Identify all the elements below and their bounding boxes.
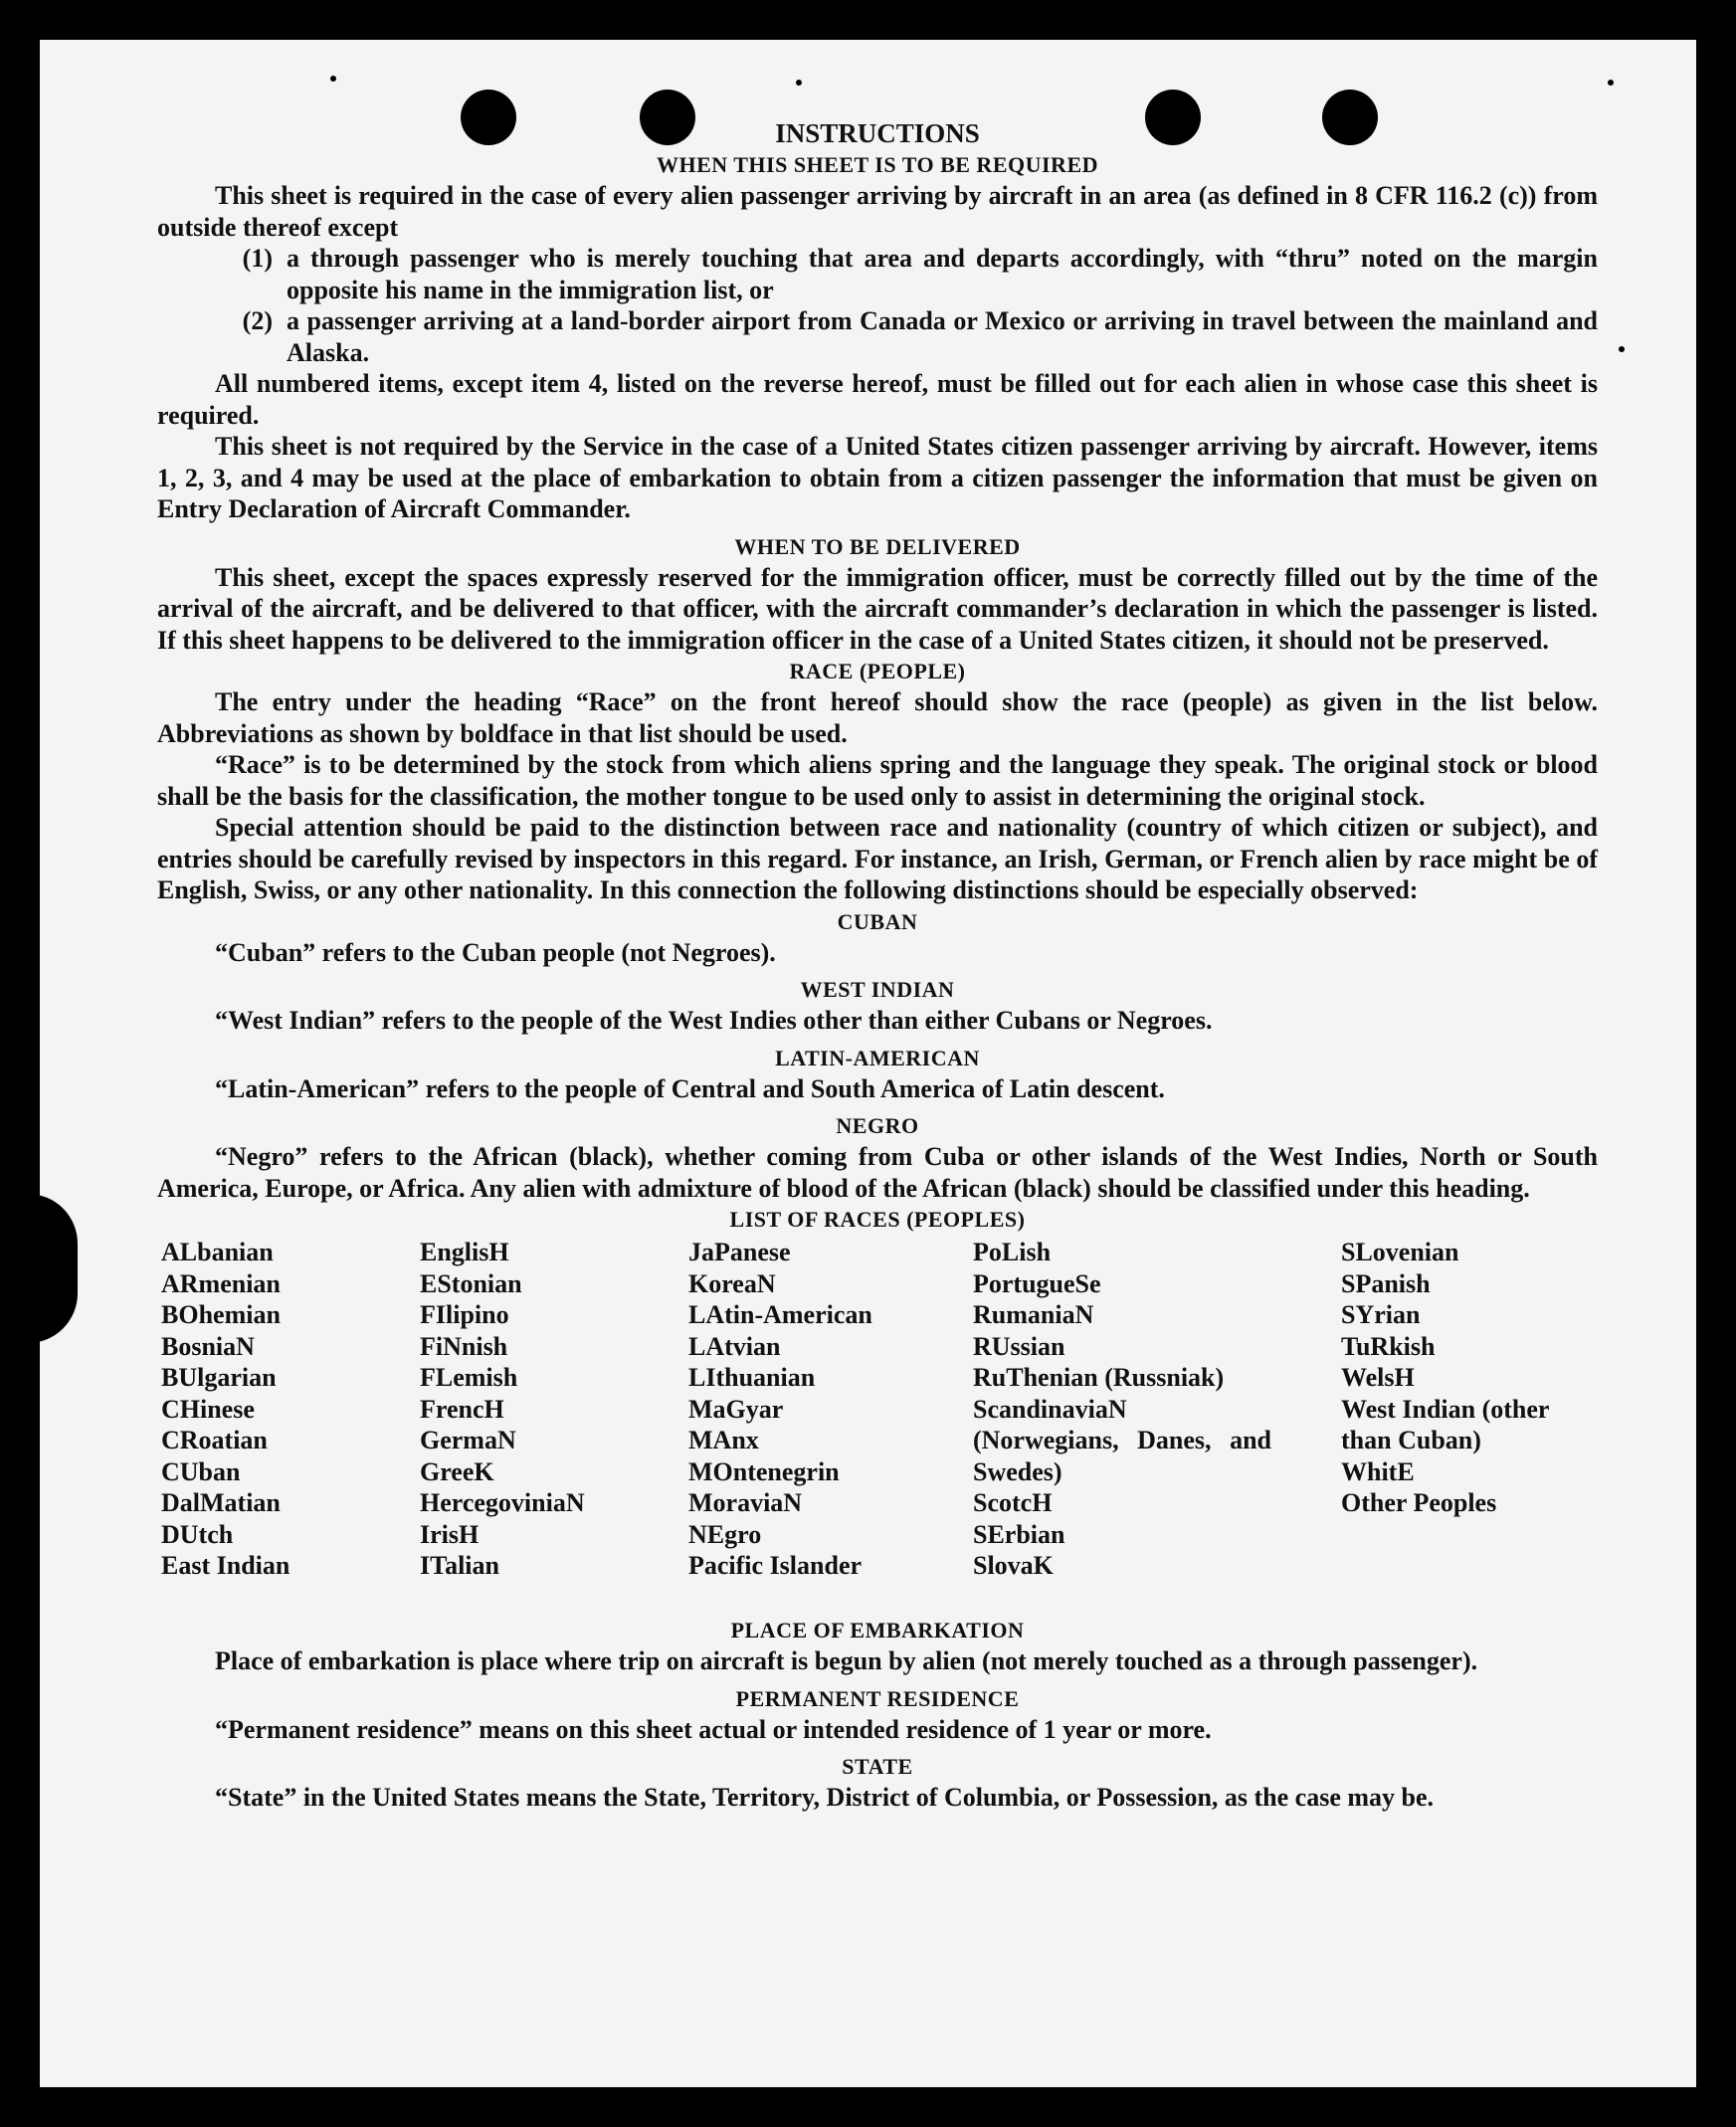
race-item: ITalian	[420, 1551, 499, 1580]
race-item: CHinese	[161, 1394, 255, 1424]
heading-when-required: WHEN THIS SHEET IS TO BE REQUIRED	[656, 152, 1099, 177]
race-item: SLovenian	[1341, 1238, 1459, 1266]
race-item: DUtch	[161, 1519, 234, 1549]
race-item: DalMatian	[161, 1488, 281, 1517]
heading-race: RACE (PEOPLE)	[789, 659, 966, 683]
races-column	[973, 1237, 1271, 1582]
paragraph: The entry under the heading “Race” on the front hereof should show the race (people) as given in the list below. Abbreviations as shown by boldface in that list should be used.	[157, 687, 1598, 748]
heading-when-delivered: WHEN TO BE DELIVERED	[734, 533, 1021, 559]
item-text: a passenger arriving at a land-border airport from Canada or Mexico or arriving in travel between the mainland and Alaska.	[287, 306, 1598, 367]
race-item: MOntenegrin	[688, 1456, 840, 1486]
definition-text: “Cuban” refers to the Cuban people (not Negroes).	[215, 937, 776, 967]
race-item: SlovaK	[973, 1551, 1054, 1580]
item-text: a through passenger who is merely touching that area and departs accordingly, with “thru” noted on the margin opposite his name in the immigration list, or	[287, 244, 1598, 304]
race-item: EStonian	[420, 1268, 522, 1298]
race-item: CUban	[161, 1456, 241, 1486]
definition-text: “Latin-American” refers to the people of Central and South America of Latin descent.	[215, 1073, 1165, 1103]
race-item: Pacific Islander	[688, 1551, 863, 1580]
definition-text: “West Indian” refers to the people of the West Indies other than either Cubans or Negroes.	[215, 1006, 1213, 1035]
race-item: BosniaN	[161, 1331, 255, 1361]
speck	[330, 76, 336, 82]
list-item	[157, 243, 1598, 305]
heading-permanent-residence: PERMANENT RESIDENCE	[735, 1685, 1020, 1711]
item-number: (1)	[242, 244, 273, 273]
speck	[1608, 80, 1614, 86]
instructions-body	[157, 117, 1598, 1814]
page-title: INSTRUCTIONS	[775, 118, 980, 148]
paragraph: This sheet is required in the case of every alien passenger arriving by aircraft in an area (as defined in 8 CFR 116.2 (c)) from outside thereof except	[157, 181, 1598, 242]
race-item: ARmenian	[161, 1268, 281, 1298]
race-item: MaGyar	[688, 1394, 784, 1424]
race-item: SYrian	[1341, 1300, 1421, 1329]
races-column	[420, 1237, 585, 1582]
race-item: GermaN	[420, 1426, 516, 1454]
heading-latin-american: LATIN-AMERICAN	[775, 1045, 980, 1070]
race-item: FiNnish	[420, 1331, 508, 1361]
paragraph: “State” in the United States means the State, Territory, District of Columbia, or Possession, as the case may be.	[215, 1783, 1435, 1812]
race-item: JaPanese	[688, 1238, 791, 1266]
race-item: ScandinaviaN (Norwegians, Danes, and Swedes)	[973, 1394, 1271, 1486]
speck	[796, 80, 802, 86]
races-column	[688, 1237, 872, 1582]
race-item: WelsH	[1341, 1363, 1415, 1392]
races-list	[157, 1237, 1598, 1615]
heading-place-of-embarkation: PLACE OF EMBARKATION	[730, 1618, 1025, 1643]
race-item: ScotcH	[973, 1488, 1053, 1517]
race-item: LIthuanian	[688, 1363, 816, 1392]
race-item: WhitE	[1341, 1456, 1415, 1486]
paragraph: “Permanent residence” means on this sheet actual or intended residence of 1 year or more.	[215, 1714, 1212, 1744]
race-item: PoLish	[973, 1238, 1052, 1266]
race-item: IrisH	[420, 1519, 480, 1549]
race-item: FLemish	[420, 1363, 518, 1392]
races-column	[161, 1237, 289, 1582]
paragraph: This sheet is not required by the Service in the case of a United States citizen passenger arriving by aircraft. However, items 1, 2, 3, and 4 may be used at the place of embarkation to obtain from a citizen passenger the information that must be given on Entry Declaration of Aircraft Commander.	[157, 432, 1598, 523]
heading-west-indian: WEST INDIAN	[800, 977, 955, 1002]
race-item: SErbian	[973, 1519, 1065, 1549]
paragraph: Place of embarkation is place where trip on aircraft is begun by alien (not merely touched as a through passenger).	[215, 1646, 1478, 1675]
race-item: PortugueSe	[973, 1268, 1101, 1298]
race-item: CRoatian	[161, 1426, 268, 1454]
paragraph: “Race” is to be determined by the stock from which aliens spring and the language they speak. The original stock or blood shall be the basis for the classification, the mother tongue to be used only to assist in determining the original stock.	[157, 750, 1598, 811]
heading-list-of-races: LIST OF RACES (PEOPLES)	[729, 1207, 1026, 1232]
paragraph: This sheet, except the spaces expressly reserved for the immigration officer, must be correctly filled out by the time of the arrival of the aircraft, and be delivered to that officer, with the aircraft commander’s declaration in which the passenger is listed. If this sheet happens to be delivered to the immigration officer in the case of a United States citizen, it should not be preserved.	[157, 562, 1598, 655]
race-item: RumaniaN	[973, 1300, 1094, 1329]
race-item: KoreaN	[688, 1268, 776, 1298]
race-item: MAnx	[688, 1426, 759, 1454]
race-item: LAtin-American	[688, 1300, 872, 1329]
heading-negro: NEGRO	[836, 1113, 919, 1138]
race-item: RuThenian (Russniak)	[973, 1363, 1225, 1392]
race-item: Other Peoples	[1341, 1488, 1497, 1517]
race-item: East Indian	[161, 1551, 290, 1580]
race-item: BOhemian	[161, 1300, 281, 1329]
paragraph: All numbered items, except item 4, listed on the reverse hereof, must be filled out for each alien in whose case this sheet is required.	[157, 369, 1598, 430]
race-item: FIlipino	[420, 1300, 509, 1329]
paragraph: Special attention should be paid to the distinction between race and nationality (country of which citizen or subject), and entries should be carefully revised by inspectors in this regard. For instance, an Irish, German, or French alien by race might be of English, Swiss, or any other nationality. In this connection the following distinctions should be especially observed:	[157, 813, 1598, 904]
race-item: RUssian	[973, 1331, 1065, 1361]
race-item: SPanish	[1341, 1268, 1431, 1298]
race-item: MoraviaN	[688, 1488, 803, 1517]
heading-cuban: CUBAN	[837, 908, 918, 934]
race-item: FrencH	[420, 1394, 504, 1424]
speck	[1619, 346, 1625, 352]
list-item	[157, 305, 1598, 368]
races-column	[1341, 1237, 1598, 1519]
race-item: NEgro	[688, 1519, 762, 1549]
heading-state: STATE	[842, 1754, 913, 1779]
race-item: EnglisH	[420, 1238, 509, 1266]
race-item: GreeK	[420, 1456, 494, 1486]
race-item: TuRkish	[1341, 1331, 1436, 1361]
definition-text: “Negro” refers to the African (black), whether coming from Cuba or other islands of the West Indies, North or South America, Europe, or Africa. Any alien with admixture of blood of the African (black) should be classified under this heading.	[157, 1142, 1598, 1203]
race-item: HercegoviniaN	[420, 1488, 585, 1517]
race-item: BUlgarian	[161, 1363, 277, 1392]
race-item: ALbanian	[161, 1238, 274, 1266]
race-item: West Indian (other than Cuban)	[1341, 1394, 1549, 1454]
item-number: (2)	[242, 306, 273, 335]
race-item: LAtvian	[688, 1331, 781, 1361]
